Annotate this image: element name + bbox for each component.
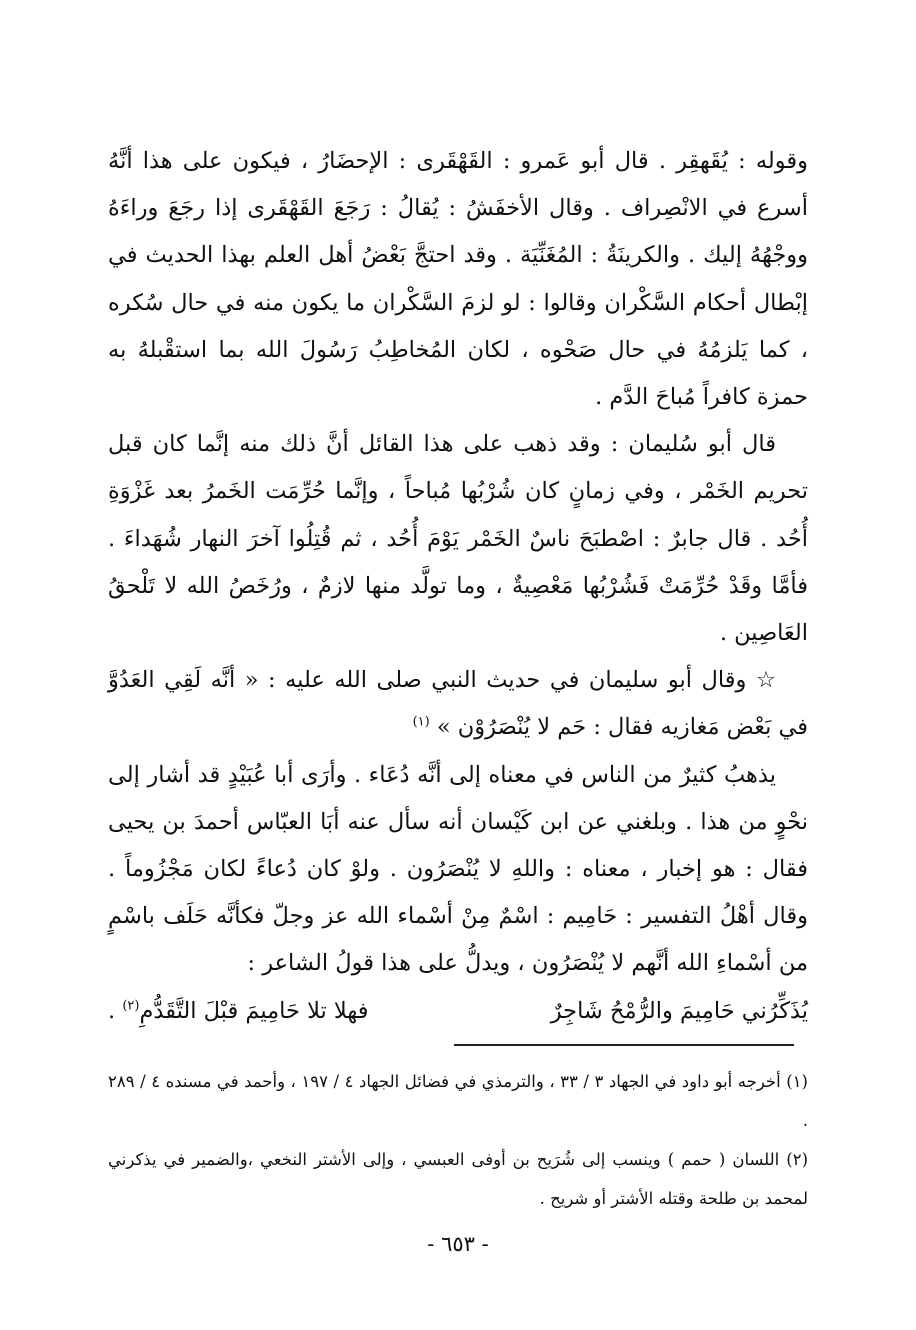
verse-hemistich-2-wrap [108, 988, 369, 1035]
footnote-1: (١) أخرجه أبو داود في الجهاد ٣ / ٣٣ ، والترمذي في فضائل الجهاد ٤ / ١٩٧ ، وأحمد في مسنده ٤ / ٢٨٩ . [108, 1072, 808, 1130]
main-text [108, 138, 808, 1035]
paragraph-2: قال أبو سُليمان : وقد ذهب على هذا القائل أنَّ ذلك منه إنَّما كان قبل تحريم الخَمْر ، وفي زمانٍ كان شُرْبُها مُباحاً ، وإنَّما حُرِّمَت الخَمرُ بعد غَزْوَةِ أُحُد . قال جابرٌ : اصْطبَحَ ناسٌ الخَمْر يَوْمَ أُحُد ، ثم قُتِلُوا آخرَ النهار شُهَداءَ . فأمَّا وقَدْ حُرِّمَتْ فَشُرْبُها مَعْصِيةٌ ، وما تولَّد منها لازمٌ ، ورُخَصُ الله لا تَلْحقُ العَاصِين . [108, 431, 808, 647]
footnotes [108, 1062, 808, 1218]
paragraph-1: وقوله : يُقَهقِر . قال أبو عَمرو : القَهْقَرى : الإحضَارُ ، فيكون على هذا أنَّهُ أسرع في الانْصِراف . وقال الأخفَشُ : يُقالُ : رَجَعَ القَهْقَرى إذا رجَعَ وراءَهُ ووجْهُهُ إليك . والكرينَةُ : المُغَنِّيَة . وقد احتجَّ بَعْضُ أهل العلم بهذا الحديث في إبْطال أحكام السَّكْران وقالوا : لو لزمَ السَّكْران ما يكون منه في حال سُكره ، كما يَلزمُهُ في حال صَحْوه ، لكان المُخاطِبُ رَسُولَ الله بما استقْبلهُ به حمزة كافراً مُباحَ الدَّم . [108, 148, 808, 411]
verse-end-mark: . [108, 997, 116, 1024]
paragraph-hadith [108, 657, 808, 751]
paragraph-3: يذهبُ كثيرٌ من الناس في معناه إلى أنَّه دُعَاء . وأرَى أبا عُبَيْدٍ قد أشار إلى نحْوٍ من هذا . وبلغني عن ابن كَيْسان أنه سأل عنه أبَا العبّاس أحمدَ بن يحيى فقال : هو إخبار ، معناه : واللهِ لا يُنْصَرُون . ولوْ كان دُعاءً لكان مَجْزُوماً . وقال أهْلُ التفسير : حَامِيم : اسْمٌ مِنْ أسْماء الله عز وجلّ فكأنَّه حَلَف باسْمٍ من أسْماءِ الله أنَّهم لا يُنْصَرُون ، ويدلُّ على هذا قولُ الشاعر : [108, 761, 808, 977]
poetry-verse [108, 988, 808, 1035]
verse-hemistich-2: فهلا تلا حَامِيمَ قبْلَ التَّقَدُّمِ [139, 997, 369, 1024]
page-number: - ٦٥٣ - [427, 1232, 489, 1256]
footnote-separator [454, 1044, 794, 1046]
footnote-ref-2: (٢) [122, 998, 140, 1014]
footnote-ref-1: (١) [412, 714, 430, 730]
hadith-text: ☆ وقال أبو سليمان في حديث النبي صلى الله عليه : « أنَّه لَقِي العَدُوَّ في بَعْض مَغازيه فقال : حَم لا يُنْصَرُوْن » [108, 667, 808, 741]
verse-hemistich-1: يُذَكِّرُني حَامِيمَ والرُّمْحُ شَاجِرٌ [550, 997, 808, 1024]
footnote-2: (٢) اللسان ( حمم ) وينسب إلى شُرَيح بن أوفى العبسي ، وإلى الأشتر النخعي ،والضمير في يذكرني لمحمد بن طلحة وقتله الأشتر أو شريح . [108, 1150, 808, 1208]
